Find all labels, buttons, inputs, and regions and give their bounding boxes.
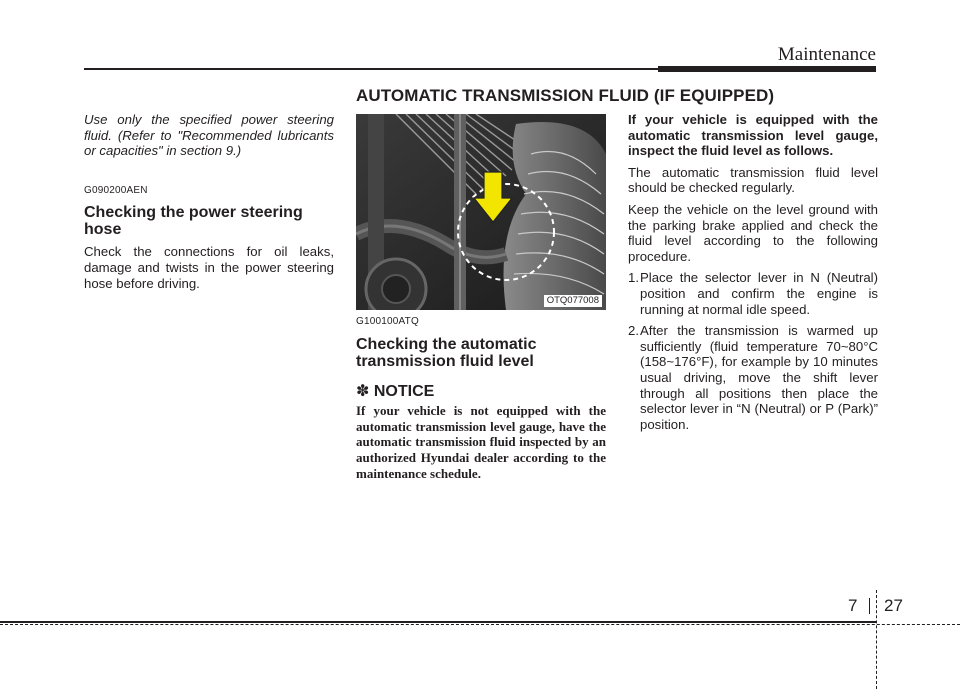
section-code: G090200AEN <box>84 184 148 196</box>
notice-title: ✽ NOTICE <box>356 382 435 400</box>
section-code: G100100ATQ <box>356 316 419 327</box>
power-steering-fluid-note: Use only the specified power steering fluid. (Refer to "Recommended lubricants or capacities" in section 9.) <box>84 112 334 159</box>
header-rule-accent <box>658 66 876 72</box>
middle-column <box>356 312 606 481</box>
notice-body: If your vehicle is not equipped with the automatic transmission level gauge, have the automatic transmission fluid inspected by an authorized Hyundai dealer according to the maintenance schedule. <box>356 403 606 481</box>
level-ground-text: Keep the vehicle on the level ground with the parking brake applied and check the fluid level according to the following procedure. <box>628 201 878 264</box>
engine-bay-illustration <box>356 114 606 310</box>
check-regularly-text: The automatic transmission fluid level should be checked regularly. <box>628 164 878 196</box>
engine-bay-figure <box>356 114 606 310</box>
procedure-step <box>628 270 878 317</box>
figure-code: OTQ077008 <box>544 295 602 307</box>
step-number: 1. <box>628 270 639 286</box>
page-number: 27 <box>884 596 903 615</box>
procedure-step <box>628 323 878 432</box>
power-steering-hose-text: Check the connections for oil leaks, damage and twists in the power steering hose before driving. <box>84 244 334 291</box>
power-steering-hose-heading: Checking the power steering hose <box>84 204 303 239</box>
footer-dashed-rule <box>0 624 960 625</box>
page-crop-line <box>876 590 877 689</box>
procedure-steps <box>628 270 878 432</box>
step-text: After the transmission is warmed up sufficiently (fluid temperature 70~80°C (158~176°F), for example by 10 minutes usual driving, move the shift lever through all positions then place the selector lever in “N (Neutral) or P (Park)” position. <box>640 323 878 432</box>
section-title: AUTOMATIC TRANSMISSION FLUID (IF EQUIPPED) <box>356 86 775 105</box>
chapter-number: 7 <box>848 596 858 615</box>
page-number-separator <box>869 598 870 614</box>
right-column <box>628 112 878 438</box>
gauge-intro: If your vehicle is equipped with the automatic transmission level gauge, inspect the fluid level as follows. <box>628 112 878 159</box>
atf-check-heading: Checking the automatic transmission fluid level <box>356 335 537 370</box>
step-text: Place the selector lever in N (Neutral) position and confirm the engine is running at normal idle speed. <box>640 270 878 317</box>
page-header-title: Maintenance <box>777 44 876 65</box>
step-number: 2. <box>628 323 639 339</box>
footer-rule <box>0 621 876 623</box>
left-column <box>84 112 334 297</box>
